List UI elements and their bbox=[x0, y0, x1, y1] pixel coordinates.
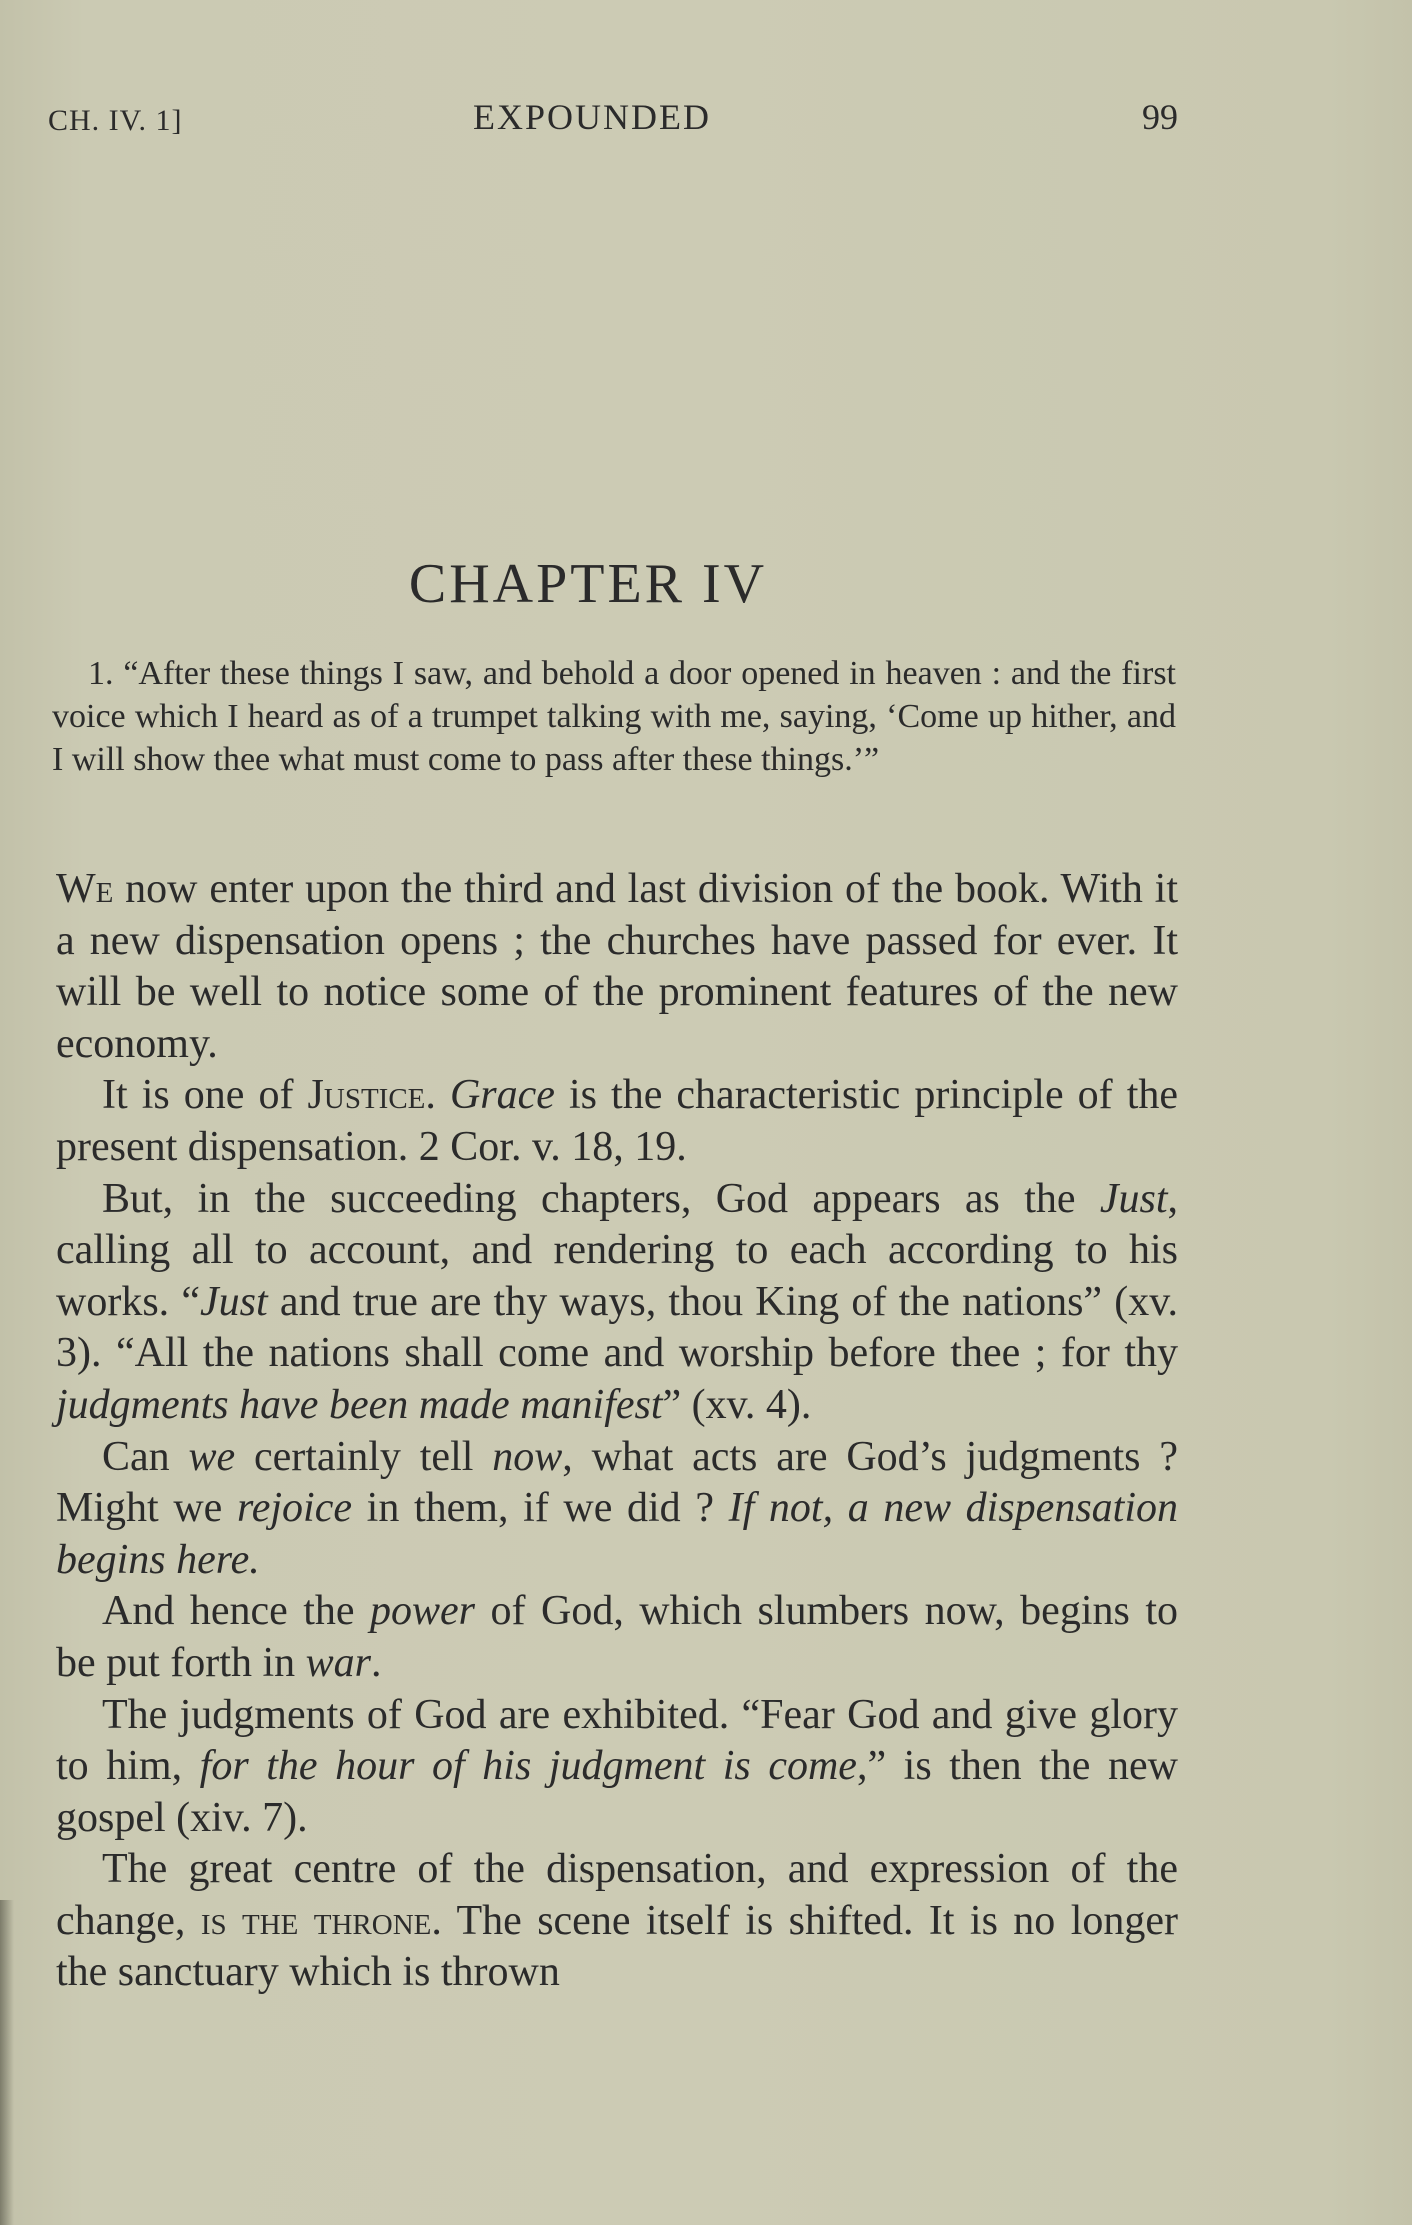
emphasis-now: now bbox=[492, 1433, 563, 1480]
paragraph-7 bbox=[56, 1844, 1178, 1999]
page-edge-shadow bbox=[0, 1900, 14, 2225]
text-run: The judgments of God are exhibited. “Fear God and give glory to him, bbox=[56, 1691, 1178, 1790]
paragraph-1 bbox=[56, 864, 1178, 1070]
emphasis-the-throne: is the throne bbox=[200, 1897, 432, 1944]
paragraph-5 bbox=[56, 1586, 1178, 1689]
text-run: , what acts are God’s judgments ? Might we bbox=[56, 1433, 1178, 1532]
paragraph-4 bbox=[56, 1432, 1178, 1587]
emphasis-rejoice: rejoice bbox=[236, 1485, 353, 1532]
text-run: It is one of bbox=[102, 1072, 308, 1119]
text-run: and true are thy ways, thou King of the nations” (xv. 3). “All the nations shall come and worship before thee ; for thy bbox=[56, 1278, 1178, 1377]
text-run: The great centre of the dispensation, and expression of the change, bbox=[56, 1846, 1178, 1944]
chapter-title: CHAPTER IV bbox=[408, 553, 768, 615]
paragraph-6 bbox=[56, 1690, 1178, 1845]
body-text bbox=[56, 864, 1178, 1999]
text-run: certainly tell bbox=[235, 1433, 493, 1480]
running-head-title: EXPOUNDED bbox=[473, 97, 711, 137]
emphasis-grace: Grace bbox=[449, 1072, 555, 1119]
text-run: . The scene itself is shifted. It is no longer the sanctuary which is thrown bbox=[56, 1897, 1178, 1996]
text-run: But, in the succeeding chapters, God appears as the bbox=[102, 1175, 1100, 1222]
emphasis-just: Just bbox=[1099, 1175, 1168, 1222]
emphasis-hour-of-judgment: for the hour of his judgment is come bbox=[199, 1743, 857, 1790]
running-head bbox=[48, 96, 1178, 146]
text-run: of God, which slumbers now, begins to be put forth in bbox=[56, 1588, 1178, 1686]
text-run: ,” is then the new gospel (xiv. 7). bbox=[56, 1743, 1178, 1841]
emphasis-just: Just bbox=[199, 1278, 268, 1325]
text-run: ” (xv. 4). bbox=[662, 1381, 812, 1428]
paragraph-2 bbox=[56, 1070, 1178, 1173]
paragraph-1-text: now enter upon the third and last division of the book. With it a new dispensation opens ; the churches have passed for ever. It will be well to notice some of the prominent features of the new economy. bbox=[56, 866, 1178, 1067]
emphasis-judgments: judgments have been made manifest bbox=[56, 1381, 663, 1428]
paragraph-3 bbox=[56, 1174, 1178, 1432]
text-run: And hence the bbox=[102, 1588, 371, 1635]
text-run: . bbox=[370, 1639, 382, 1686]
running-head-chapter-ref: CH. IV. 1] bbox=[48, 104, 183, 137]
emphasis-justice: Justice bbox=[307, 1072, 426, 1119]
scripture-verse: 1. “After these things I saw, and behold a door opened in heaven : and the first voice which I heard as of a trumpet talking with me, saying, ‘Come up hither, and I will show thee what must come to pass after these things.’” bbox=[52, 655, 1176, 778]
emphasis-if-not: If not, a new dispensation begins here. bbox=[56, 1485, 1178, 1583]
emphasis-we: we bbox=[188, 1433, 236, 1480]
text-run: is the characteristic principle of the present dispensation. 2 Cor. v. 18, 19. bbox=[56, 1072, 1179, 1170]
drop-lead-word: We bbox=[56, 866, 114, 912]
page-number: 99 bbox=[1142, 97, 1178, 137]
emphasis-war: war bbox=[305, 1639, 371, 1686]
text-run: , calling all to account, and rendering to each according to his works. “ bbox=[56, 1175, 1178, 1325]
text-run: . bbox=[425, 1072, 450, 1119]
text-run: in them, if we did ? bbox=[352, 1485, 729, 1532]
emphasis-power: power bbox=[370, 1588, 476, 1635]
text-run: Can bbox=[102, 1433, 189, 1480]
